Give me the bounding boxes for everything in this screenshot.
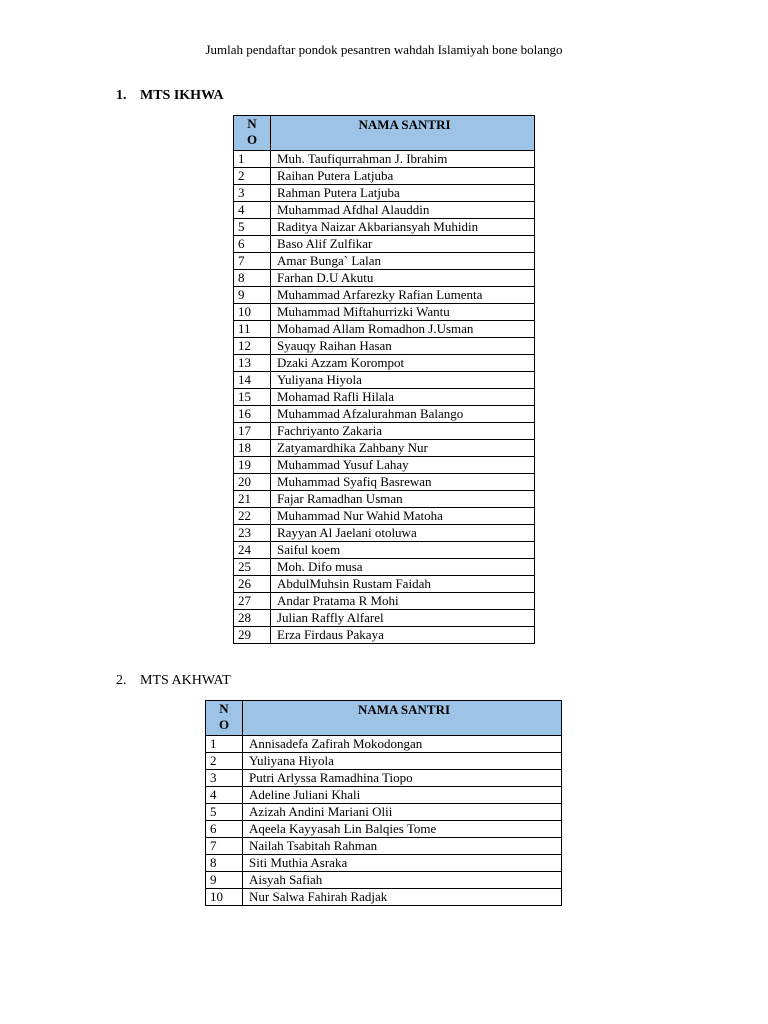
row-number: 6 [206, 821, 243, 838]
row-number: 28 [234, 610, 271, 627]
row-number: 8 [206, 855, 243, 872]
row-number: 10 [234, 304, 271, 321]
santri-name: Andar Pratama R Mohi [271, 593, 535, 610]
row-number: 5 [234, 219, 271, 236]
table-row [234, 576, 535, 593]
row-number: 8 [234, 270, 271, 287]
row-number: 13 [234, 355, 271, 372]
section-number: 1. [116, 88, 127, 103]
santri-name: Annisadefa Zafirah Mokodongan [243, 736, 562, 753]
row-number: 1 [206, 736, 243, 753]
row-number: 2 [234, 168, 271, 185]
row-number: 4 [206, 787, 243, 804]
row-number: 5 [206, 804, 243, 821]
santri-name: Aqeela Kayyasah Lin Balqies Tome [243, 821, 562, 838]
santri-name: Rahman Putera Latjuba [271, 185, 535, 202]
row-number: 16 [234, 406, 271, 423]
row-number: 21 [234, 491, 271, 508]
santri-name: Raihan Putera Latjuba [271, 168, 535, 185]
row-number: 2 [206, 753, 243, 770]
row-number: 15 [234, 389, 271, 406]
table-row [234, 389, 535, 406]
santri-name: Muhammad Yusuf Lahay [271, 457, 535, 474]
row-number: 4 [234, 202, 271, 219]
row-number: 19 [234, 457, 271, 474]
table-row [234, 355, 535, 372]
table-row [206, 872, 562, 889]
table-row [206, 736, 562, 753]
table-row [234, 627, 535, 644]
santri-name: Saiful koem [271, 542, 535, 559]
table-row [234, 202, 535, 219]
santri-name: Raditya Naizar Akbariansyah Muhidin [271, 219, 535, 236]
table-row [234, 508, 535, 525]
table-row [234, 474, 535, 491]
row-number: 7 [234, 253, 271, 270]
table-body [234, 151, 535, 644]
santri-name: Julian Raffly Alfarel [271, 610, 535, 627]
column-header-no-line2: O [218, 717, 230, 732]
section-heading-mts-akhwat [116, 673, 231, 689]
column-header-no-line1: N [219, 701, 229, 716]
row-number: 20 [234, 474, 271, 491]
row-number: 27 [234, 593, 271, 610]
row-number: 10 [206, 889, 243, 906]
table-row [234, 321, 535, 338]
column-header-nama-santri: NAMA SANTRI [271, 116, 535, 151]
santri-name: Farhan D.U Akutu [271, 270, 535, 287]
table-row [206, 821, 562, 838]
table-row [234, 593, 535, 610]
table-header-row [234, 116, 535, 151]
row-number: 22 [234, 508, 271, 525]
santri-name: Muhammad Syafiq Basrewan [271, 474, 535, 491]
table-row [206, 753, 562, 770]
santri-name: Yuliyana Hiyola [243, 753, 562, 770]
table-row [234, 304, 535, 321]
column-header-nama-santri: NAMA SANTRI [243, 701, 562, 736]
table-row [234, 457, 535, 474]
table-row [234, 151, 535, 168]
santri-name: AbdulMuhsin Rustam Faidah [271, 576, 535, 593]
santri-name: Adeline Juliani Khali [243, 787, 562, 804]
row-number: 18 [234, 440, 271, 457]
santri-name: Muh. Taufiqurrahman J. Ibrahim [271, 151, 535, 168]
row-number: 25 [234, 559, 271, 576]
table-row [206, 770, 562, 787]
santri-name: Dzaki Azzam Korompot [271, 355, 535, 372]
santri-name: Rayyan Al Jaelani otoluwa [271, 525, 535, 542]
santri-name: Aisyah Safiah [243, 872, 562, 889]
santri-name: Nailah Tsabitah Rahman [243, 838, 562, 855]
row-number: 23 [234, 525, 271, 542]
table-row [234, 219, 535, 236]
santri-name: Nur Salwa Fahirah Radjak [243, 889, 562, 906]
column-header-no [206, 701, 243, 736]
santri-name: Fajar Ramadhan Usman [271, 491, 535, 508]
santri-name: Syauqy Raihan Hasan [271, 338, 535, 355]
document-title: Jumlah pendaftar pondok pesantren wahdah Islamiyah bone bolango [205, 42, 563, 57]
table-mts-akhwat [205, 700, 562, 906]
row-number: 12 [234, 338, 271, 355]
santri-name: Yuliyana Hiyola [271, 372, 535, 389]
row-number: 17 [234, 423, 271, 440]
table-header-row [206, 701, 562, 736]
santri-name: Putri Arlyssa Ramadhina Tiopo [243, 770, 562, 787]
table-row [206, 787, 562, 804]
table-row [234, 423, 535, 440]
santri-name: Mohamad Allam Romadhon J.Usman [271, 321, 535, 338]
table-row [234, 559, 535, 576]
row-number: 3 [206, 770, 243, 787]
row-number: 29 [234, 627, 271, 644]
santri-name: Mohamad Rafli Hilala [271, 389, 535, 406]
table-row [234, 253, 535, 270]
section-number: 2. [116, 673, 127, 688]
row-number: 9 [234, 287, 271, 304]
column-header-no [234, 116, 271, 151]
table-row [206, 838, 562, 855]
table-row [234, 270, 535, 287]
row-number: 7 [206, 838, 243, 855]
table-row [206, 889, 562, 906]
table-row [234, 338, 535, 355]
table-row [234, 236, 535, 253]
row-number: 24 [234, 542, 271, 559]
section-title: MTS IKHWA [140, 88, 224, 103]
table-row [234, 525, 535, 542]
santri-name: Muhammad Miftahurrizki Wantu [271, 304, 535, 321]
santri-name: Baso Alif Zulfikar [271, 236, 535, 253]
row-number: 1 [234, 151, 271, 168]
table-row [206, 855, 562, 872]
row-number: 9 [206, 872, 243, 889]
table-row [234, 491, 535, 508]
santri-name: Amar Bunga` Lalan [271, 253, 535, 270]
table-body [206, 736, 562, 906]
row-number: 11 [234, 321, 271, 338]
section-heading-mts-ikhwa [116, 88, 224, 104]
row-number: 6 [234, 236, 271, 253]
table-row [234, 372, 535, 389]
row-number: 14 [234, 372, 271, 389]
santri-name: Muhammad Afzalurahman Balango [271, 406, 535, 423]
table-row [234, 185, 535, 202]
table-row [234, 440, 535, 457]
section-title: MTS AKHWAT [140, 673, 231, 688]
santri-name: Muhammad Afdhal Alauddin [271, 202, 535, 219]
santri-name: Muhammad Nur Wahid Matoha [271, 508, 535, 525]
table-row [234, 542, 535, 559]
santri-name: Fachriyanto Zakaria [271, 423, 535, 440]
santri-name: Muhammad Arfarezky Rafian Lumenta [271, 287, 535, 304]
santri-name: Erza Firdaus Pakaya [271, 627, 535, 644]
santri-name: Moh. Difo musa [271, 559, 535, 576]
santri-name: Azizah Andini Mariani Olii [243, 804, 562, 821]
table-row [234, 406, 535, 423]
santri-name: Zatyamardhika Zahbany Nur [271, 440, 535, 457]
row-number: 26 [234, 576, 271, 593]
table-row [234, 287, 535, 304]
table-row [234, 610, 535, 627]
column-header-no-line2: O [246, 132, 258, 147]
column-header-no-line1: N [247, 116, 257, 131]
table-row [234, 168, 535, 185]
table-mts-ikhwa [233, 115, 535, 644]
santri-name: Siti Muthia Asraka [243, 855, 562, 872]
table-row [206, 804, 562, 821]
row-number: 3 [234, 185, 271, 202]
